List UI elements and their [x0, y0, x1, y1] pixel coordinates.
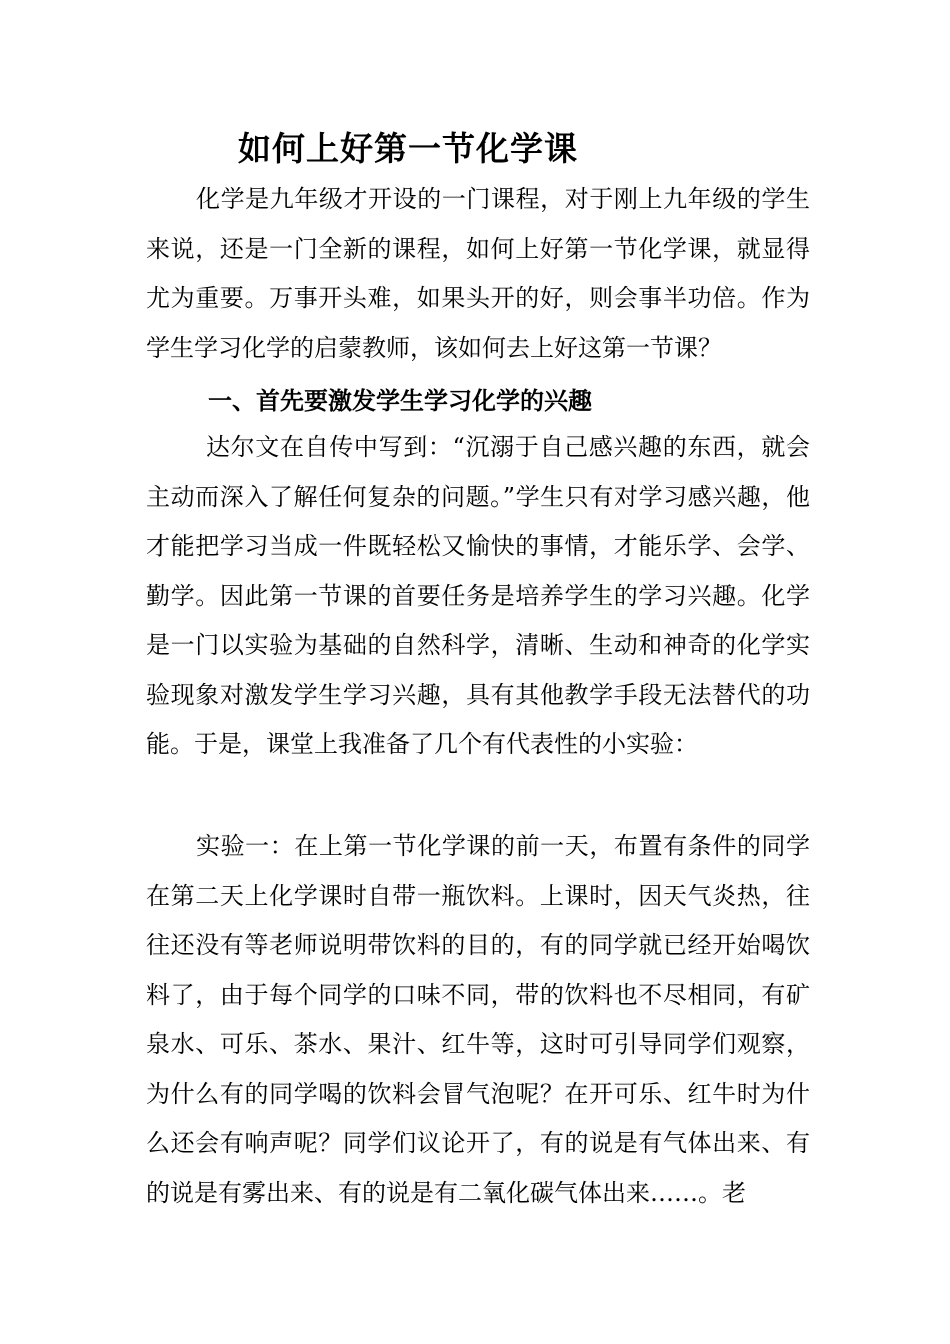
experiment-one-paragraph: 实验一：在上第一节化学课的前一天，布置有条件的同学在第二天上化学课时自带一瓶饮料。上课时，因天气炎热，往往还没有等老师说明带饮料的目的，有的同学就已经开始喝饮料了，由于每个同学的口味不同，带的饮料也不尽相同，有矿泉水、可乐、茶水、果汁、红牛等，这时可引导同学们观察，为什么有的同学喝的饮料会冒气泡呢？在开可乐、红牛时为什么还会有响声呢？同学们议论开了，有的说是有气体出来、有的说是有雾出来、有的说是有二氧化碳气体出来……。老	[146, 832, 810, 1207]
intro-paragraph: 化学是九年级才开设的一门课程，对于刚上九年级的学生来说，还是一门全新的课程，如何上好第一节化学课，就显得尤为重要。万事开头难，如果头开的好，则会事半功倍。作为学生学习化学的启蒙教师，该如何去上好这第一节课？	[146, 185, 810, 362]
section-heading-1: 一、首先要激发学生学习化学的兴趣	[208, 387, 592, 415]
document-title: 如何上好第一节化学课	[238, 129, 578, 168]
darwin-quote-paragraph: 达尔文在自传中写到：“沉溺于自己感兴趣的东西，就会主动而深入了解任何复杂的问题。”学生只有对学习感兴趣，他才能把学习当成一件既轻松又愉快的事情，才能乐学、会学、勤学。因此第一节课的首要任务是培养学生的学习兴趣。化学是一门以实验为基础的自然科学，清晰、生动和神奇的化学实验现象对激发学生学习兴趣，具有其他教学手段无法替代的功能。于是，课堂上我准备了几个有代表性的小实验：	[146, 433, 810, 758]
